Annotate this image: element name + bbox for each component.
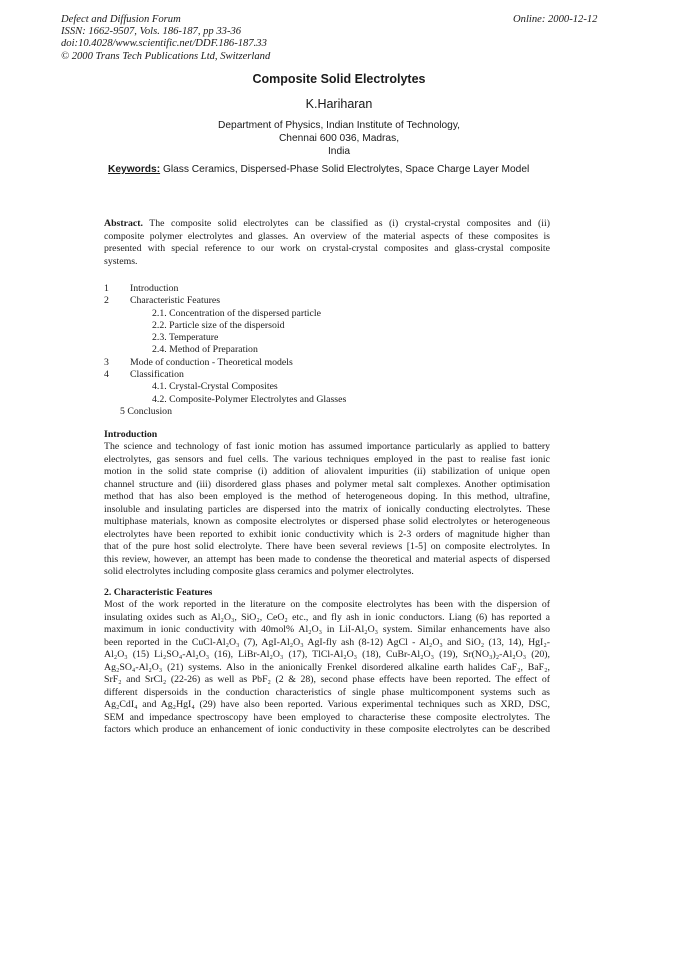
toc-subitem: 4.1. Crystal-Crystal Composites [152, 381, 278, 393]
toc-subitem: 2.4. Method of Preparation [152, 344, 258, 356]
affiliation-line: Chennai 600 036, Madras, [278, 133, 400, 144]
text-line: electrolytes, gas sensors and fuel cells. The various techniques employed in the past to realise fast ionic [104, 453, 550, 465]
text-line: SrF₂ and SrCl₂ (22-26) as well as PbF₂ (2 & 28), second phase effects have been reported. The effect of [104, 674, 550, 685]
section-heading-characteristic-features: 2. Characteristic Features [104, 587, 213, 598]
abstract-line: systems. [104, 255, 138, 267]
text-line: factors which produce an enhancement of ionic conductivity in these composite electrolytes can be described [104, 724, 550, 735]
toc-subitem: 2.2. Particle size of the dispersoid [152, 319, 285, 331]
author-name: K.Hariharan [305, 97, 373, 111]
online-date: Online: 2000-12-12 [513, 14, 598, 25]
text-line: SEM and impedance spectroscopy have been employed to characterise these composite electrolytes. The [104, 711, 550, 723]
text-line: this review, however, an attempt has been made to condense the theoretical and material aspects of dispersed [104, 553, 550, 565]
toc-subitem: 2.1. Concentration of the dispersed particle [152, 307, 321, 319]
text-line: method that has also been employed is the method of heterogeneous doping. In this method, ultrafine, [104, 491, 550, 502]
toc-item: 1 Introduction [104, 283, 179, 294]
text-line: The science and technology of fast ionic motion has assumed importance particularly as applied to battery [104, 441, 550, 452]
affiliation [0, 119, 678, 158]
toc-item: 3 Mode of conduction - Theoretical models [104, 356, 293, 368]
text-line: different dispersoids in the conduction characteristics of single phase multicomponent systems such as [104, 686, 550, 698]
affiliation-line: Department of Physics, Indian Institute of Technology, [218, 120, 460, 131]
text-line: multiphase materials, known as composite electrolytes or dispersed phase solid electrolytes or heterogeneous [104, 516, 550, 527]
text-line: maximum in ionic conductivity with 40mol% Al₂O₃ in LiI-Al₂O₃ system. Similar enhancements have also [104, 624, 550, 635]
journal-name: Defect and Diffusion Forum [61, 14, 181, 25]
keywords-label: Keywords: [108, 164, 161, 175]
toc-item: 2 Characteristic Features [104, 295, 221, 307]
paper-title: Composite Solid Electrolytes [252, 72, 426, 86]
keywords-text: Glass Ceramics, Dispersed-Phase Solid Electrolytes, Space Charge Layer Model [162, 164, 530, 175]
section-heading-introduction: Introduction [104, 429, 158, 440]
keywords-line [108, 164, 529, 175]
text-line: Ag₂CdI₄ and Ag₂HgI₄ (29) have also been reported. Various experimental techniques such as XRD, DSC, [104, 699, 550, 710]
text-line: motion in the solid state comprise (i) addition of aliovalent impurities (ii) stabilization of unique open [104, 466, 550, 477]
affiliation-line: India [327, 146, 351, 157]
publication-info [61, 14, 270, 63]
table-of-contents [104, 283, 504, 418]
copyright-line: © 2000 Trans Tech Publications Ltd, Switzerland [61, 50, 271, 62]
abstract [104, 218, 550, 268]
abstract-line: The composite solid electrolytes can be classified as (i) crystal-crystal composites and (ii) [149, 218, 550, 229]
text-line: solid electrolytes including composite glass ceramics and polymer electrolytes. [104, 566, 414, 577]
toc-subitem: 4.2. Composite-Polymer Electrolytes and Glasses [152, 393, 347, 405]
doi-link[interactable]: doi:10.4028/www.scientific.net/DDF.186-187.33 [61, 38, 267, 50]
text-line: insoluble and insulating particles are dispersed into the matrix of ionically conducting electrolytes. These [104, 503, 550, 515]
abstract-line: composite polymer electrolytes and glasses. An overview of the material aspects of these composites is [104, 230, 550, 242]
text-line: been reported in the CuCl-Al₂O₃ (7), AgI-Al₂O₃ AgI-fly ash (8-12) AgCl - Al₂O₃ and SiO₂ (13, 14), HgI₂- [104, 636, 550, 648]
abstract-line: presented with special reference to our work on crystal-crystal composites and glass-crystal composite [104, 243, 550, 255]
text-line: channel structure and (iii) disordered glass phases and polymer metal salt complexes. Another optimisation [104, 478, 550, 490]
text-line: that of the pure host solid electrolyte. There have been several reviews [1-5] on composite electrolytes. In [104, 541, 550, 552]
text-line: Al₂O₃ (15) Li₂SO₄-Al₂O₃ (16), LiBr-Al₂O₃ (17), TlCl-Al₂O₃ (18), CuBr-Al₂O₃ (19), Sr(NO₃)₂-Al₂O₃ (20), [104, 649, 550, 660]
introduction-paragraph [104, 441, 550, 579]
toc-item: 5 Conclusion [120, 405, 172, 417]
issn-line: ISSN: 1662-9507, Vols. 186-187, pp 33-36 [61, 26, 242, 38]
text-line: insulating oxides such as Al₂O₃, SiO₂, CeO₂ etc., and fly ash in ionic conductors. Liang (6) has reported a [104, 611, 550, 623]
toc-subitem: 2.3. Temperature [152, 332, 219, 344]
toc-item: 4 Classification [104, 369, 184, 381]
abstract-label: Abstract. [104, 218, 143, 229]
text-line: Ag₂SO₄-Al₂O₃ (21) systems. Also in the anionically Frenkel disordered alkaline earth halides CaF₂, BaF₂, [104, 661, 550, 673]
text-line: Most of the work reported in the literature on the composite electrolytes has been with the dispersion of [104, 599, 550, 610]
text-line: electrolytes have been reported to exhibit ionic conductivity which is 2-3 orders of magnitude higher than [104, 528, 550, 540]
characteristic-paragraph [104, 599, 550, 737]
